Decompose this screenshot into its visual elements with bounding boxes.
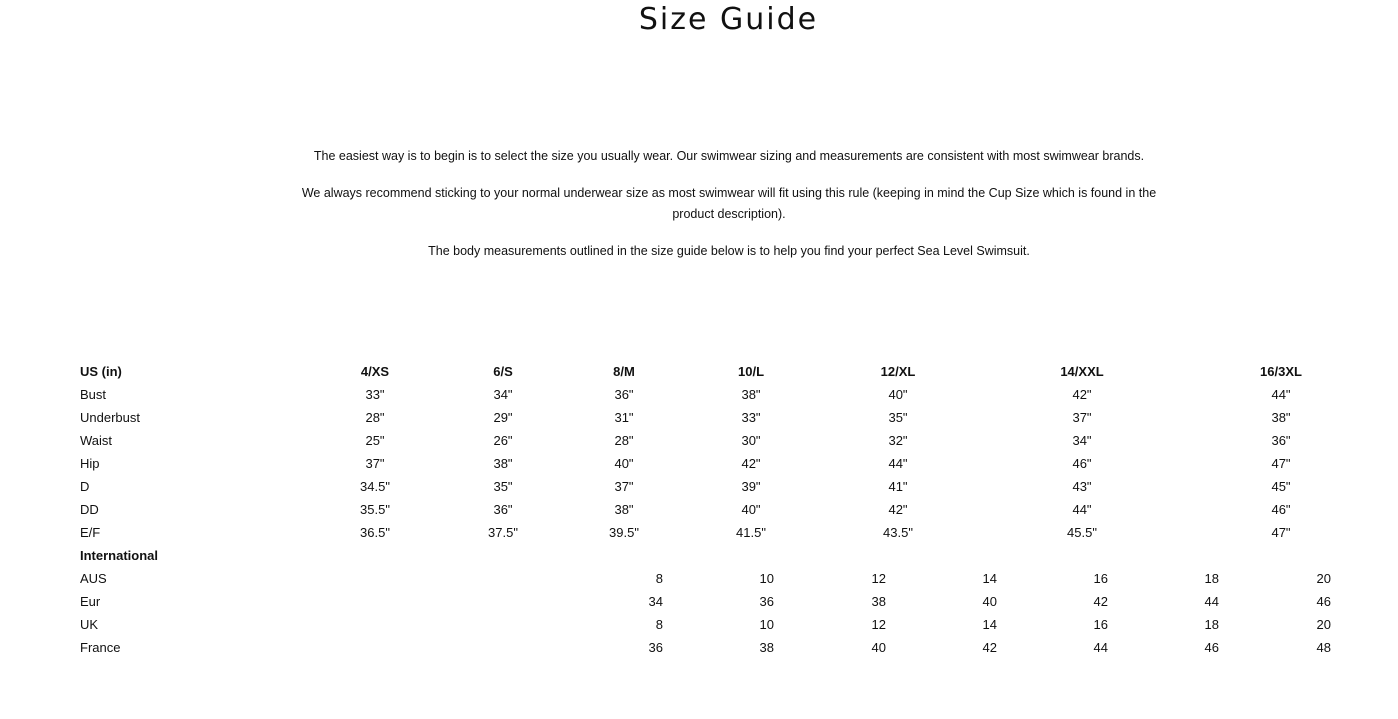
measurement-value: 36"	[614, 387, 634, 402]
measurement-value: 42"	[1072, 387, 1092, 402]
international-size-row	[0, 590, 1398, 613]
international-size-value: 12	[871, 617, 886, 632]
international-size-value: 36	[648, 640, 663, 655]
international-size-value: 18	[1204, 617, 1219, 632]
international-size-value: 44	[1093, 640, 1108, 655]
international-size-value: 8	[655, 571, 663, 586]
measurement-label: D	[80, 479, 90, 494]
measurement-value: 46"	[1271, 502, 1291, 517]
international-size-value: 42	[982, 640, 997, 655]
us-header-label: US (in)	[80, 364, 122, 379]
international-size-value: 14	[982, 617, 997, 632]
measurement-value: 37"	[614, 479, 634, 494]
international-size-value: 42	[1093, 594, 1108, 609]
measurement-value: 40"	[888, 387, 908, 402]
measurement-value: 32"	[888, 433, 908, 448]
international-size-row	[0, 636, 1398, 659]
us-header-row	[0, 360, 1398, 383]
measurement-value: 34.5"	[360, 479, 390, 494]
region-label: UK	[80, 617, 99, 632]
international-size-value: 10	[759, 571, 774, 586]
measurement-value: 33"	[741, 410, 761, 425]
measurement-value: 47"	[1271, 525, 1291, 540]
measurement-value: 38"	[493, 456, 513, 471]
measurement-value: 33"	[365, 387, 385, 402]
international-size-value: 46	[1316, 594, 1331, 609]
region-label: France	[80, 640, 121, 655]
measurement-value: 42"	[741, 456, 761, 471]
measurement-value: 40"	[614, 456, 634, 471]
measurement-value: 35.5"	[360, 502, 390, 517]
measurement-row	[0, 452, 1398, 475]
intro-paragraph-2: We always recommend sticking to your normal underwear size as most swimwear will fit using this rule (keeping in mind the Cup Size which is found in the product description).	[301, 186, 1157, 221]
measurement-value: 42"	[888, 502, 908, 517]
intro-paragraph-1: The easiest way is to begin is to select the size you usually wear. Our swimwear sizing and measurements are consistent with most swimwear brands.	[313, 149, 1145, 163]
measurement-value: 38"	[614, 502, 634, 517]
international-size-value: 48	[1316, 640, 1331, 655]
international-size-value: 40	[982, 594, 997, 609]
measurement-value: 28"	[614, 433, 634, 448]
measurement-label: E/F	[80, 525, 101, 540]
measurement-value: 41.5"	[736, 525, 766, 540]
page-title: Size Guide	[638, 2, 819, 37]
measurement-value: 36.5"	[360, 525, 390, 540]
international-size-row	[0, 613, 1398, 636]
measurement-label: DD	[80, 502, 99, 517]
measurement-row	[0, 406, 1398, 429]
measurement-value: 37.5"	[488, 525, 518, 540]
international-size-value: 14	[982, 571, 997, 586]
size-column-header: 6/S	[493, 364, 513, 379]
intro-paragraph-3: The body measurements outlined in the size guide below is to help you find your perfect Sea Level Swimsuit.	[428, 244, 1030, 258]
measurement-label: Bust	[80, 387, 107, 402]
measurement-value: 31"	[614, 410, 634, 425]
size-column-header: 14/XXL	[1060, 364, 1104, 379]
measurement-value: 44"	[1072, 502, 1092, 517]
measurement-value: 44"	[888, 456, 908, 471]
measurement-value: 38"	[741, 387, 761, 402]
international-size-value: 34	[648, 594, 663, 609]
measurement-value: 39.5"	[609, 525, 639, 540]
international-size-value: 20	[1316, 571, 1331, 586]
measurement-value: 38"	[1271, 410, 1291, 425]
international-size-value: 16	[1093, 617, 1108, 632]
measurement-value: 46"	[1072, 456, 1092, 471]
measurement-value: 37"	[1072, 410, 1092, 425]
measurement-value: 43"	[1072, 479, 1092, 494]
international-size-value: 36	[759, 594, 774, 609]
measurement-value: 36"	[1271, 433, 1291, 448]
measurement-label: Hip	[80, 456, 100, 471]
size-column-header: 16/3XL	[1260, 364, 1302, 379]
measurement-value: 45.5"	[1067, 525, 1097, 540]
international-size-value: 44	[1204, 594, 1219, 609]
measurement-value: 43.5"	[883, 525, 913, 540]
size-column-header: 8/M	[613, 364, 635, 379]
measurement-value: 39"	[741, 479, 761, 494]
international-size-value: 40	[871, 640, 886, 655]
measurement-row	[0, 475, 1398, 498]
size-column-header: 10/L	[737, 364, 765, 379]
international-header: International	[80, 548, 159, 563]
measurement-value: 26"	[493, 433, 513, 448]
measurement-value: 25"	[365, 433, 385, 448]
measurement-value: 35"	[888, 410, 908, 425]
measurement-value: 35"	[493, 479, 513, 494]
size-column-header: 12/XL	[880, 364, 916, 379]
measurement-label: Waist	[80, 433, 113, 448]
international-size-value: 16	[1093, 571, 1108, 586]
measurement-value: 45"	[1271, 479, 1291, 494]
region-label: Eur	[80, 594, 101, 609]
measurement-value: 28"	[365, 410, 385, 425]
international-size-value: 10	[759, 617, 774, 632]
measurement-value: 34"	[1072, 433, 1092, 448]
measurement-row	[0, 521, 1398, 544]
measurement-value: 30"	[741, 433, 761, 448]
measurement-row	[0, 383, 1398, 406]
measurement-row	[0, 498, 1398, 521]
measurement-label: Underbust	[80, 410, 140, 425]
international-size-row	[0, 567, 1398, 590]
international-size-value: 20	[1316, 617, 1331, 632]
international-size-value: 38	[759, 640, 774, 655]
intro-text	[290, 146, 1168, 278]
measurement-value: 29"	[493, 410, 513, 425]
measurement-value: 44"	[1271, 387, 1291, 402]
measurement-value: 41"	[888, 479, 908, 494]
measurement-value: 34"	[493, 387, 513, 402]
international-size-value: 12	[871, 571, 886, 586]
international-size-value: 46	[1204, 640, 1219, 655]
international-size-value: 8	[655, 617, 663, 632]
international-size-value: 38	[871, 594, 886, 609]
international-size-value: 18	[1204, 571, 1219, 586]
measurement-row	[0, 429, 1398, 452]
international-header-row	[0, 544, 1398, 567]
measurement-value: 47"	[1271, 456, 1291, 471]
size-column-header: 4/XS	[360, 364, 390, 379]
measurement-value: 36"	[493, 502, 513, 517]
region-label: AUS	[80, 571, 107, 586]
measurement-value: 40"	[741, 502, 761, 517]
measurement-value: 37"	[365, 456, 385, 471]
